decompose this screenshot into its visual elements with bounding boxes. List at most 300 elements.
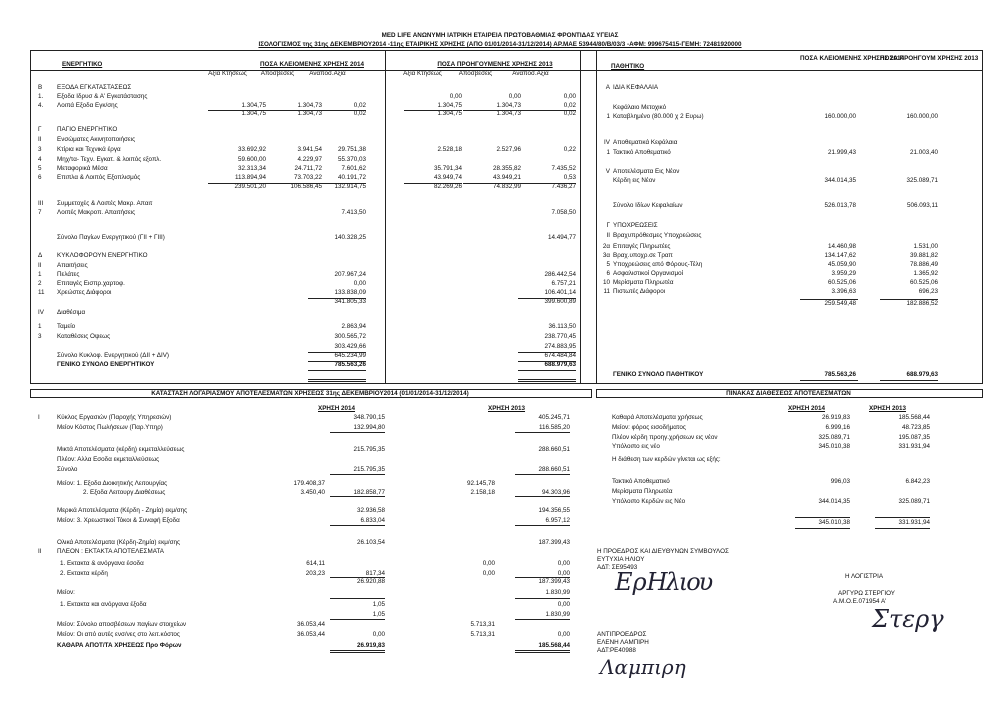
row-value: 300.565,72 bbox=[334, 333, 366, 340]
row-value: 14.494,77 bbox=[547, 234, 576, 241]
row-label: Επιταγές Εισπρ.χαρτοφ. bbox=[57, 280, 125, 287]
income-title-frame bbox=[30, 389, 592, 398]
row-value: 26.919,83 bbox=[356, 642, 385, 649]
row-label: Ενσώματες Ακινητοποιήσεις bbox=[57, 136, 136, 143]
row-label: Μείον: Σύνολο αποσβέσεων παγίων στοιχείων bbox=[57, 621, 187, 628]
row-number: ΙΙ bbox=[38, 548, 42, 555]
row-value: 78.886,49 bbox=[909, 261, 938, 268]
row-value: 0,00 bbox=[353, 280, 366, 287]
row-value: 0,00 bbox=[557, 570, 570, 577]
row-value: 0,00 bbox=[449, 93, 462, 100]
row-label: Εξοδα Ιδρυσ & Α' Εγκατάστασης bbox=[57, 93, 148, 100]
row-value: 325.089,71 bbox=[906, 177, 938, 184]
assets-subheader: Αναπόσ.Αξία bbox=[512, 70, 549, 77]
row-label: Υπόλοιπο Κερδών εις Νέο bbox=[612, 498, 686, 505]
row-value: 1.304,75 bbox=[241, 102, 266, 109]
row-label: Απαιτήσεις bbox=[57, 262, 88, 269]
row-value: 182.858,77 bbox=[353, 489, 385, 496]
row-value: 3.396,63 bbox=[831, 288, 856, 295]
row-label: Μείον Κόστος Πωλήσεων (Παρ.Υπηρ) bbox=[57, 424, 163, 431]
row-value: 1.365,92 bbox=[913, 270, 938, 277]
row-value: 1.830,99 bbox=[545, 611, 570, 618]
row-value: 1.304,75 bbox=[437, 102, 462, 109]
row-value: 0,02 bbox=[563, 102, 576, 109]
row-value: 185.568,44 bbox=[538, 642, 570, 649]
total-line bbox=[515, 652, 570, 653]
assets-subheader: Αποσβέσεις bbox=[260, 70, 295, 77]
subtotal-line bbox=[875, 517, 930, 518]
row-value: 238.770,45 bbox=[544, 333, 576, 340]
row-value: 2.863,94 bbox=[341, 323, 366, 330]
row-label: Σύνολο Κυκλοφ. Ενεργητικού (ΔΙΙ + ΔΙV) bbox=[57, 352, 170, 359]
row-value: 26.920,88 bbox=[356, 578, 385, 585]
row-value: 0,02 bbox=[353, 102, 366, 109]
row-number: 4 bbox=[38, 156, 42, 163]
row-value: 7.058,50 bbox=[551, 209, 576, 216]
row-label: Μικτά Αποτελέσματα (κέρδη) εκμεταλλεύσεως bbox=[57, 446, 185, 453]
subtotal-line bbox=[330, 577, 385, 578]
row-value: 26.103,54 bbox=[356, 539, 385, 546]
assets-col-2014: ΠΟΣΑ ΚΛΕΙΟΜΕΝΗΣ ΧΡΗΣΗΣ 2014 bbox=[260, 61, 364, 68]
row-label: Σύνολο bbox=[57, 466, 78, 473]
subtotal-line bbox=[330, 496, 385, 497]
row-value: 187.399,43 bbox=[538, 578, 570, 585]
row-number: IV bbox=[604, 139, 610, 146]
row-number: 4. bbox=[38, 102, 44, 109]
row-label: Πελάτες bbox=[57, 271, 80, 278]
row-value: 7.435,52 bbox=[551, 165, 576, 172]
liabilities-col-2013: ΠΟΣΑ ΠΡΟΗΓΟΥΜ ΧΡΗΣΗΣ 2013 bbox=[880, 55, 979, 62]
row-label: ΚΑΘΑΡΑ ΑΠΟΤ/ΤΑ ΧΡΗΣΕΩΣ Προ Φόρων bbox=[57, 642, 182, 649]
row-value: 94.303,96 bbox=[541, 489, 570, 496]
row-value: 60.525,06 bbox=[827, 279, 856, 286]
total-line bbox=[515, 650, 570, 651]
row-value: 0,00 bbox=[557, 631, 570, 638]
row-label: Καταθέσεις Οψεως bbox=[57, 333, 111, 340]
row-value: 1,05 bbox=[372, 601, 385, 608]
row-value: 1.531,00 bbox=[913, 243, 938, 250]
row-label: Αποθεματικά Κεφάλαια bbox=[613, 139, 678, 146]
row-label: ΓΕΝΙΚΟ ΣΥΝΟΛΟ ΠΑΘΗΤΙΚΟΥ bbox=[613, 371, 704, 378]
subtotal-line bbox=[515, 598, 570, 599]
row-value: 179.408,37 bbox=[293, 480, 325, 487]
row-value: 341.805,33 bbox=[334, 298, 366, 305]
row-value: 43.949,21 bbox=[492, 174, 521, 181]
header-divider bbox=[30, 70, 982, 71]
row-label: Τακτικό Αποθεματικό bbox=[613, 149, 671, 156]
row-label: Καταβλημένο (80.000 χ 2 Ευρω) bbox=[613, 113, 704, 120]
row-value: 303.429,66 bbox=[334, 343, 366, 350]
row-value: 29.751,38 bbox=[337, 146, 366, 153]
row-value: 39.881,82 bbox=[909, 252, 938, 259]
row-value: 0,00 bbox=[557, 601, 570, 608]
row-value: 40.191,72 bbox=[337, 174, 366, 181]
row-value: 0,53 bbox=[563, 174, 576, 181]
row-value: 331.931,94 bbox=[898, 519, 930, 526]
subtotal-line bbox=[330, 619, 385, 620]
row-label: Καθαρά Αποτελέσματα χρήσεως bbox=[612, 414, 703, 421]
row-label: Επιταγές Πληρωτέες bbox=[613, 243, 671, 250]
row-value: 3.941,54 bbox=[297, 146, 322, 153]
row-number: Β bbox=[38, 84, 43, 91]
row-label: Υπόλοιπο εις νέο bbox=[612, 443, 660, 450]
row-label: Βραχυπρόθεσμες Υποχρεώσεις bbox=[613, 232, 702, 239]
row-number: 11 bbox=[603, 288, 610, 295]
assets-subheader: Αξία Κτήσεως bbox=[403, 70, 442, 77]
row-label: Μηχ/τα- Τεχν. Εγκατ. & λοιπός εξοπλ. bbox=[57, 156, 162, 163]
row-value: 6.757,21 bbox=[551, 280, 576, 287]
row-value: 6.999,16 bbox=[825, 424, 850, 431]
row-number: 7 bbox=[38, 209, 42, 216]
row-label: Μερικά Αποτελέσματα (Κέρδη - Ζημία) εκμ/σης bbox=[57, 507, 188, 514]
row-label: Ολικά Αποτελέσματα (Κέρδη-Ζημία) εκμ/σης bbox=[57, 539, 181, 546]
row-value: 14.460,98 bbox=[827, 243, 856, 250]
subtotal-line bbox=[330, 525, 385, 526]
row-label: Αποτελέσματα Εις Νέον bbox=[613, 168, 680, 175]
row-value: 344.014,35 bbox=[818, 498, 850, 505]
row-value: 785.563,26 bbox=[334, 361, 366, 368]
row-value: 996,03 bbox=[830, 478, 850, 485]
subtotal-line bbox=[330, 474, 385, 475]
row-value: 274.883,95 bbox=[544, 343, 576, 350]
row-label: Χρεώστες Διάφοροι bbox=[57, 289, 112, 296]
row-value: 113.894,94 bbox=[234, 174, 266, 181]
row-value: 1,05 bbox=[372, 611, 385, 618]
row-value: 134.147,62 bbox=[824, 252, 856, 259]
row-value: 526.013,78 bbox=[824, 202, 856, 209]
row-value: 345.010,38 bbox=[818, 519, 850, 526]
row-value: 5.713,31 bbox=[470, 621, 495, 628]
row-label: Μείον: φόρος εισοδήματος bbox=[612, 424, 686, 431]
subtotal-line bbox=[515, 474, 570, 475]
income-statement-title: ΚΑΤΑΣΤΑΣΗ ΛΟΓΑΡΙΑΣΜΟΥ ΑΠΟΤΕΛΕΣΜΑΤΩΝ ΧΡΗΣΕΩΣ 31ης ΔΕΚΕΜΒΡΙΟΥ2014 (01/01/2014-31/12/2014) bbox=[151, 390, 469, 397]
row-value: 0,00 bbox=[372, 631, 385, 638]
row-value: 688.979,63 bbox=[544, 361, 576, 368]
row-value: 0,00 bbox=[482, 560, 495, 567]
row-label: Μείον: Οι από αυτές ενσ/νες στο λειτ.κόστος bbox=[57, 631, 180, 638]
row-label: Κέρδη εις Νέον bbox=[613, 177, 656, 184]
row-value: 207.967,24 bbox=[334, 271, 366, 278]
row-value: 2.158,18 bbox=[470, 489, 495, 496]
distribution-title-frame bbox=[596, 389, 983, 398]
subtotal-line bbox=[330, 598, 385, 599]
row-number: 1 bbox=[606, 149, 610, 156]
row-label: Κεφάλαιο Μετοχικό bbox=[613, 104, 667, 111]
subtotal-line bbox=[515, 496, 570, 497]
row-number: V bbox=[605, 168, 610, 175]
row-value: 203,23 bbox=[305, 570, 325, 577]
row-value: 36.053,44 bbox=[296, 621, 325, 628]
row-value: 614,11 bbox=[306, 560, 325, 567]
row-value: 286.442,54 bbox=[544, 271, 576, 278]
row-number: 2α bbox=[602, 243, 610, 250]
row-value: 194.356,55 bbox=[538, 507, 570, 514]
row-value: 132.914,75 bbox=[334, 183, 366, 190]
row-number: Α bbox=[605, 84, 610, 91]
row-value: 0,22 bbox=[563, 146, 576, 153]
row-value: 195.087,35 bbox=[898, 434, 930, 441]
row-number: 1. bbox=[38, 93, 44, 100]
row-label: ΙΔΙΑ ΚΕΦΑΛΑΙΑ bbox=[613, 84, 659, 91]
total-line bbox=[330, 650, 385, 651]
row-label: Ασφαλιστικοί Οργανισμοί bbox=[613, 270, 684, 277]
row-label: Ταμείο bbox=[57, 323, 76, 330]
row-value: 55.370,03 bbox=[337, 156, 366, 163]
row-label: Επιπλα & Λοιπός Εξοπλισμός bbox=[57, 174, 141, 181]
row-number: 5 bbox=[606, 261, 610, 268]
row-value: 133.838,09 bbox=[334, 289, 366, 296]
row-number: 2 bbox=[38, 280, 42, 287]
distribution-title: ΠΙΝΑΚΑΣ ΔΙΑΘΕΣΕΩΣ ΑΠΟΤΕΛΕΣΜΑΤΩΝ bbox=[726, 390, 851, 397]
row-label: Μείον: 1. Εξοδα Διοικητικής Λειτουργίας bbox=[57, 480, 168, 487]
row-label: Κτίρια και Τεχνικά έργα bbox=[57, 146, 121, 153]
row-label: ΥΠΟΧΡΕΩΣΕΙΣ bbox=[613, 222, 658, 229]
row-value: 0,00 bbox=[508, 93, 521, 100]
row-number: 3 bbox=[38, 146, 42, 153]
row-value: 7.413,50 bbox=[341, 209, 366, 216]
subtotal-line bbox=[515, 577, 570, 578]
row-value: 92.145,78 bbox=[466, 480, 495, 487]
row-label: ΠΛΕΟΝ : ΕΚΤΑΚΤΑ ΑΠΟΤΕΛΕΣΜΑΤΑ bbox=[57, 548, 165, 555]
president-signature: ΕρΗλιου bbox=[615, 568, 712, 596]
row-label: Λοιπά Εξοδα Εγκ/σης bbox=[57, 102, 118, 109]
total-line bbox=[795, 528, 850, 529]
row-value: 35.791,34 bbox=[433, 165, 462, 172]
row-number: 5 bbox=[38, 165, 42, 172]
row-value: 1.304,73 bbox=[297, 102, 322, 109]
row-number: 1 bbox=[38, 323, 42, 330]
accountant-title: Η ΛΟΓΙΣΤΡΙΑ bbox=[845, 573, 884, 580]
row-value: 4.229,97 bbox=[297, 156, 322, 163]
distribution-col-2014: ΧΡΗΣΗ 2014 bbox=[788, 405, 826, 412]
row-value: 160.000,00 bbox=[824, 113, 856, 120]
row-value: 82.269,26 bbox=[433, 183, 462, 190]
row-value: 6.957,12 bbox=[545, 517, 570, 524]
row-number: Δ bbox=[38, 252, 43, 259]
row-label: ΚΥΚΛΟΦΟΡΟΥΝ ΕΝΕΡΓΗΤΙΚΟ bbox=[57, 252, 148, 259]
row-value: 2.527,96 bbox=[496, 146, 521, 153]
row-value: 43.949,74 bbox=[433, 174, 462, 181]
assets-title: ΕΝΕΡΓΗΤΙΚΟ bbox=[62, 61, 103, 68]
row-label: ΠΑΓΙΟ ΕΝΕΡΓΗΤΙΚΟ bbox=[57, 126, 118, 133]
row-label: Πλέον κέρδη προηγ.χρήσεων εις νέον bbox=[612, 434, 718, 441]
row-value: 36.113,50 bbox=[548, 323, 576, 330]
row-value: 36.053,44 bbox=[296, 631, 325, 638]
row-value: 785.563,26 bbox=[824, 371, 856, 378]
vice-president-signature: Λαμπιρη bbox=[600, 655, 686, 679]
row-value: 0,00 bbox=[557, 560, 570, 567]
row-value: 21.999,43 bbox=[827, 149, 856, 156]
liabilities-title: ΠΑΘΗΤΙΚΟ bbox=[611, 63, 645, 70]
row-value: 74.832,99 bbox=[492, 183, 521, 190]
row-value: 45.059,90 bbox=[827, 261, 856, 268]
subtotal-line bbox=[330, 432, 385, 433]
row-label: Μερίσματα Πληρωτέα bbox=[612, 488, 673, 495]
row-number: 1 bbox=[38, 271, 42, 278]
row-value: 3.450,40 bbox=[300, 489, 325, 496]
row-value: 6.833,04 bbox=[360, 517, 385, 524]
row-number: 3 bbox=[38, 333, 42, 340]
row-value: 1.304,73 bbox=[496, 110, 521, 117]
column-divider bbox=[596, 50, 597, 383]
row-value: 0,02 bbox=[563, 110, 576, 117]
row-value: 187.399,43 bbox=[538, 539, 570, 546]
row-value: 185.568,44 bbox=[898, 414, 930, 421]
liabilities-col-2014: ΠΟΣΑ ΚΛΕΙΟΜΕΝΗΣ ΧΡΗΣΗΣ 2014 bbox=[800, 55, 904, 62]
row-value: 48.723,85 bbox=[901, 424, 930, 431]
row-value: 399.600,89 bbox=[544, 298, 576, 305]
row-label: ΕΞΟΔΑ ΕΓΚΑΤΑΣΤΑΣΕΩΣ bbox=[57, 84, 132, 91]
row-value: 21.003,40 bbox=[909, 149, 938, 156]
row-value: 506.093,11 bbox=[906, 202, 938, 209]
income-col-2014: ΧΡΗΣΗ 2014 bbox=[318, 405, 356, 412]
row-label: Πιστωτές Διάφοροι bbox=[613, 288, 666, 295]
row-value: 106.586,45 bbox=[290, 183, 322, 190]
assets-subheader: Αναπόσ.Αξία bbox=[309, 70, 346, 77]
accountant-name: ΑΡΓΥΡΩ ΣΤΕΡΓΙΟΥ bbox=[838, 590, 895, 597]
vice-president-title: ΑΝΤΙΠΡΟΕΔΡΟΣ bbox=[597, 631, 647, 638]
company-name: MED LIFE ΑΝΩΝΥΜΗ ΙΑΤΡΙΚΗ ΕΤΑΙΡΕΙΑ ΠΡΩΤΟΒΑΘΜΙΑΣ ΦΡΟΝΤΙΔΑΣ ΥΓΕΙΑΣ bbox=[381, 32, 619, 39]
column-divider bbox=[580, 50, 581, 383]
row-label: Μερίσματα Πληρωτέα bbox=[613, 279, 674, 286]
row-value: 0,00 bbox=[482, 570, 495, 577]
row-value: 688.979,63 bbox=[906, 371, 938, 378]
row-value: 1.304,75 bbox=[241, 110, 266, 117]
row-value: 345.010,38 bbox=[818, 443, 850, 450]
row-value: 215.795,35 bbox=[353, 446, 385, 453]
row-number: 1 bbox=[606, 113, 610, 120]
column-divider bbox=[385, 50, 386, 383]
assets-col-2013: ΠΟΣΑ ΠΡΟΗΓΟΥΜΕΝΗΣ ΧΡΗΣΗΣ 2013 bbox=[437, 61, 553, 68]
row-value: 348.790,15 bbox=[353, 414, 385, 421]
row-value: 24.711,72 bbox=[294, 165, 322, 172]
row-value: 645.234,99 bbox=[334, 352, 366, 359]
row-number: ΙΙ bbox=[38, 136, 42, 143]
distribution-col-2013: ΧΡΗΣΗ 2013 bbox=[869, 405, 907, 412]
president-title: Η ΠΡΟΕΔΡΟΣ ΚΑΙ ΔΙΕΥΘΥΝΩΝ ΣΥΜΒΟΥΛΟΣ bbox=[597, 548, 729, 555]
row-number: Ι bbox=[38, 414, 40, 421]
row-value: 696,23 bbox=[918, 288, 938, 295]
row-value: 0,02 bbox=[353, 110, 366, 117]
accountant-id: Α.Μ.Ο.Ε.071954 Α' bbox=[833, 598, 887, 605]
row-label: 1. Εκτακτα & ανόργανα έσοδα bbox=[60, 560, 144, 567]
row-value: 28.355,82 bbox=[492, 165, 521, 172]
row-value: 3.959,29 bbox=[831, 270, 856, 277]
total-line bbox=[875, 528, 930, 529]
row-label: Σύνολο Ιδίων Κεφαλαίων bbox=[613, 202, 683, 209]
row-value: 32.936,58 bbox=[356, 507, 385, 514]
row-label: Διαθέσιμα bbox=[57, 309, 86, 316]
balance-sheet-frame bbox=[30, 50, 983, 384]
row-value: 259.549,48 bbox=[824, 300, 856, 307]
row-number: 6 bbox=[606, 270, 610, 277]
row-value: 26.919,83 bbox=[821, 414, 850, 421]
row-label: Μείον: 3. Χρεωστικοί Τόκοι & Συναφή Εξοδα bbox=[57, 517, 180, 524]
row-value: 32.313,34 bbox=[237, 165, 266, 172]
row-value: 325.089,71 bbox=[818, 434, 850, 441]
row-label: 2. Εκτακτα κέρδη bbox=[60, 570, 108, 577]
row-label: 2. Εξοδα Λειτουργ.Διαθέσεως bbox=[83, 489, 166, 496]
row-value: 1.304,73 bbox=[496, 102, 521, 109]
row-value: 140.328,25 bbox=[334, 234, 366, 241]
row-number: ΙΙ bbox=[606, 232, 610, 239]
row-value: 132.994,80 bbox=[353, 424, 385, 431]
row-value: 817,34 bbox=[365, 570, 385, 577]
row-number: 11 bbox=[38, 289, 45, 296]
row-label: Πλέον: Αλλα Εσοδα εκμεταλλεύσεως bbox=[57, 456, 160, 463]
row-value: 6.842,23 bbox=[905, 478, 930, 485]
row-number: Γ bbox=[38, 126, 42, 133]
row-label: Κύκλος Εργασιών (Παροχής Υπηρεσιών) bbox=[57, 414, 172, 421]
row-number: ΙΙΙ bbox=[38, 200, 44, 207]
row-label: Συμμετοχές & Λοιπές Μακρ. Απαιτ bbox=[57, 200, 153, 207]
row-value: 405.245,71 bbox=[538, 414, 570, 421]
row-label: 1. Εκτακτα και ανόργανα έξοδα bbox=[60, 601, 147, 608]
row-value: 5.713,31 bbox=[470, 631, 495, 638]
subtotal-line bbox=[515, 619, 570, 620]
row-value: 7.601,62 bbox=[341, 165, 366, 172]
row-value: 0,00 bbox=[563, 93, 576, 100]
assets-subheader: Αξία Κτήσεως bbox=[208, 70, 247, 77]
row-value: 239.501,20 bbox=[234, 183, 266, 190]
row-value: 331.931,94 bbox=[898, 443, 930, 450]
row-label: Μείον: bbox=[57, 589, 75, 596]
subtotal-line bbox=[795, 517, 850, 518]
row-value: 674.484,84 bbox=[544, 352, 576, 359]
row-number: 3α bbox=[602, 252, 610, 259]
row-label: Μεταφορικά Μέσα bbox=[57, 165, 108, 172]
row-number: Γ bbox=[606, 222, 610, 229]
row-label: ΓΕΝΙΚΟ ΣΥΝΟΛΟ ΕΝΕΡΓΗΤΙΚΟΥ bbox=[57, 361, 155, 368]
row-value: 1.830,99 bbox=[545, 589, 570, 596]
subtotal-line bbox=[515, 432, 570, 433]
row-value: 325.089,71 bbox=[898, 498, 930, 505]
row-value: 288.660,51 bbox=[538, 446, 570, 453]
vice-president-id: ΑΔΤ:ΡΕ40988 bbox=[597, 647, 636, 654]
row-value: 182.886,52 bbox=[906, 300, 938, 307]
income-col-2013: ΧΡΗΣΗ 2013 bbox=[488, 405, 526, 412]
row-value: 344.014,35 bbox=[824, 177, 856, 184]
vice-president-name: ΕΛΕΝΗ ΛΑΜΠΙΡΗ bbox=[597, 639, 649, 646]
president-name: ΕΥΤΥΧΙΑ ΗΛΙΟΥ bbox=[597, 556, 645, 563]
row-number: 10 bbox=[602, 279, 610, 286]
row-value: 215.795,35 bbox=[353, 466, 385, 473]
assets-subheader: Αποσβέσεις bbox=[458, 70, 493, 77]
row-label: Λοιπές Μακροπ. Απαιτήσεις bbox=[57, 209, 136, 216]
row-number: 6 bbox=[38, 174, 42, 181]
row-number: ΙΙ bbox=[38, 262, 42, 269]
row-label: Τακτικό Αποθεματικό bbox=[612, 478, 670, 485]
president-id: ΑΔΤ: ΣΕ95493 bbox=[597, 564, 638, 571]
row-label: Σύνολο Παγίων Ενεργητικού (ΓΙΙ + ΓΙΙΙ) bbox=[57, 234, 165, 241]
row-value: 160.000,00 bbox=[906, 113, 938, 120]
row-label: Η διάθεση των κερδών γίνεται ως εξής: bbox=[612, 456, 721, 463]
row-value: 1.304,75 bbox=[437, 110, 462, 117]
row-value: 33.692,92 bbox=[237, 146, 266, 153]
row-value: 288.660,51 bbox=[538, 466, 570, 473]
row-value: 1.304,73 bbox=[297, 110, 322, 117]
row-value: 7.436,27 bbox=[551, 183, 576, 190]
row-value: 106.401,14 bbox=[544, 289, 576, 296]
row-number: IV bbox=[38, 309, 44, 316]
row-value: 59.600,00 bbox=[237, 156, 266, 163]
row-value: 116.585,20 bbox=[538, 424, 570, 431]
balance-sheet-subtitle: ΙΣΟΛΟΓΙΣΜΟΣ της 31ης ΔΕΚΕΜΒΡΙΟΥ2014 -11ης ΕΤΑΙΡΙΚΗΣ ΧΡΗΣΗΣ (ΑΠΟ 01/01/2014-31/12/2014) ΑΡ.ΜΑΕ 53944/80/Β/03/3 -ΑΦΜ: 999675415-ΓΕΜΗ: 72481920000 bbox=[258, 41, 742, 48]
total-line bbox=[330, 652, 385, 653]
row-value: 60.525,06 bbox=[909, 279, 938, 286]
accountant-signature: Στεργ bbox=[872, 605, 944, 633]
row-value: 2.528,18 bbox=[437, 146, 462, 153]
